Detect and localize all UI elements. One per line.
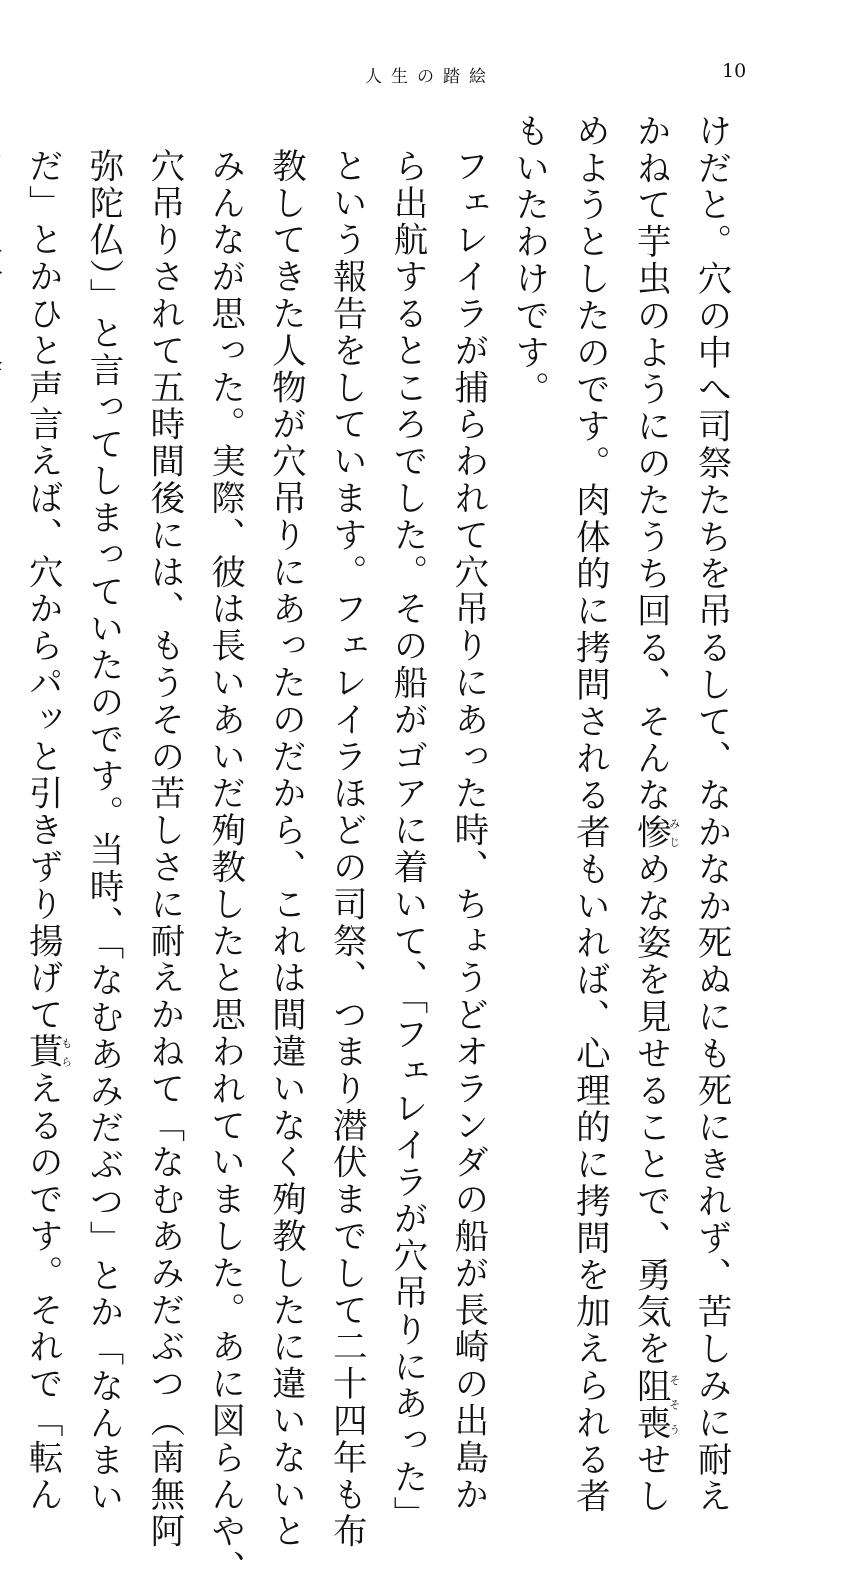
ruby-annotation: 貰もら xyxy=(22,1033,73,1071)
text-line: という報告をしています。フェレイラほどの司祭、つまり潜伏までして二十四年も布 xyxy=(326,147,367,1550)
text-line: 穴吊りされて五時間後には、もうその苦しさに耐えかねて「なむあみだぶつ（南無阿 xyxy=(143,147,184,1550)
text-line: みんなが思った。実際、彼は長いあいだ殉教したと思われていました。あに図らんや、 xyxy=(204,147,245,1587)
running-title: 人生の踏絵 xyxy=(365,67,495,87)
text-line: ら出航するところでした。その船がゴアに着いて、「フェレイラが穴吊りにあった」 xyxy=(387,147,428,1533)
text-line: かねて芋虫のようにのたうち回る、そんな惨みじめな姿を見せることで、勇気を阻喪そそうせし xyxy=(630,113,681,1516)
text-line: フェレイラが捕らわれて穴吊りにあった時、ちょうどオランダの船が長崎の出島か xyxy=(447,147,488,1513)
text-line: だ」とかひと声言えば、穴からパッと引きずり揚げて貰もらえるのです。それで「転ん xyxy=(22,147,73,1513)
page-number: 10 xyxy=(722,60,747,82)
paragraph xyxy=(0,113,498,1587)
text-line: 教してきた人物が穴吊りにあったのだから、これは間違いなく殉教したに違いないと xyxy=(265,147,306,1550)
paragraph xyxy=(498,113,741,1516)
text-line: 弥陀仏）」と言ってしまっていたのです。当時、「なむあみだぶつ」とか「なんまい xyxy=(83,147,124,1516)
ruby-annotation: 惨みじ xyxy=(630,814,681,852)
ruby-annotation: 阻喪そそう xyxy=(630,1367,681,1442)
text-line: けだと。穴の中へ司祭たちを吊るして、なかなか死ぬにも死にきれず、苦しみに耐え xyxy=(691,113,731,1516)
text-line: めようとしたのです。肉体的に拷問される者もいれば、心理的に拷問を加えられる者 xyxy=(569,113,610,1516)
text-line: もいたわけです。 xyxy=(508,113,549,409)
text-line xyxy=(0,113,11,1128)
vertical-body-text xyxy=(0,113,741,1587)
